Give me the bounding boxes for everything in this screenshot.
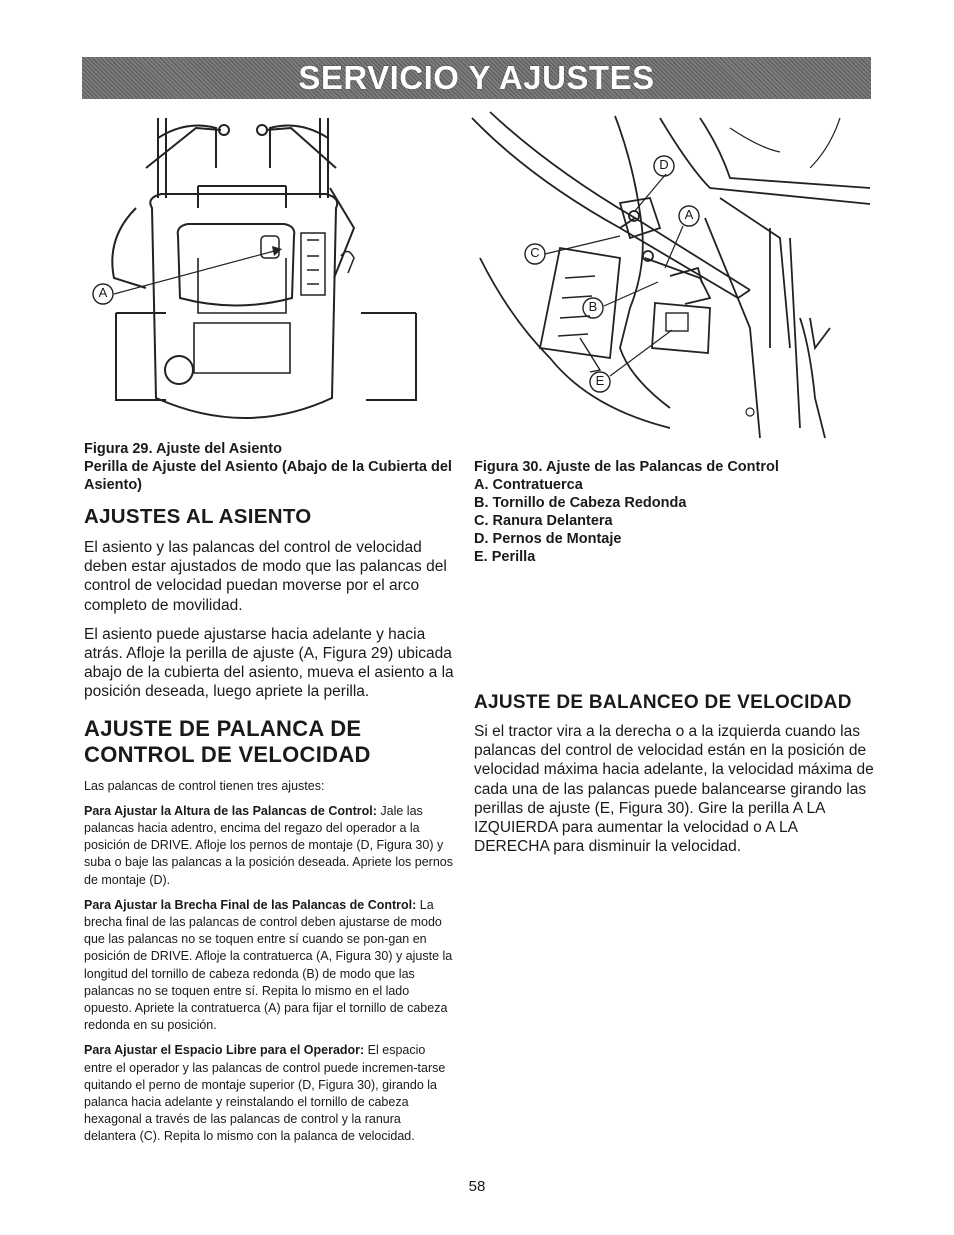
seat-section-heading: AJUSTES AL ASIENTO [84,505,312,528]
control-item-clearance [84,1042,454,1145]
control-section-intro: Las palancas de control tienen tres ajustes: [84,778,325,793]
fig29-callout-a: A [98,285,108,300]
balance-section-heading: AJUSTE DE BALANCEO DE VELOCIDAD [474,692,852,713]
seat-section-paragraph-1: El asiento y las palancas del control de velocidad deben estar ajustados de modo que las palancas del control de velocidad puedan moverse por el arco completo de movilidad. [84,539,447,614]
figure-29-caption-subtitle: Perilla de Ajuste del Asiento (Abajo de la Cubierta del Asiento) [84,459,452,493]
figure-29-seat-drawing [86,108,458,440]
control-item-height-label: Para Ajustar la Altura de las Palancas de Control: [84,803,377,818]
page-number: 58 [468,1178,486,1195]
figure-30-lever-drawing [470,108,870,440]
control-item-clearance-label: Para Ajustar el Espacio Libre para el Operador: [84,1043,365,1058]
legend-item: E. Perilla [474,549,536,565]
control-item-height [84,803,454,889]
balance-section [474,690,874,856]
control-item-height-text: Jale las palancas hacia adentro, encima del regazo del operador a la posición de DRIVE. Afloje los pernos de montaje (D, Figura 30) y suba o baje las palancas a la posición deseada. Apriete los pernos de montaje (D). [84,803,454,887]
control-item-clearance-text: El espacio entre el operador y las palancas de control puede incremen-tarse quitando el perno de montaje superior (D, Figura 30), girando la palanca hacia adelante y reinstalando el tornillo de cabeza hexagonal a través de las palancas de control y la ranura delantera (C). Repita lo mismo con la palanca de velocidad. [84,1043,446,1144]
fig30-callout-d: D [659,157,669,172]
seat-section-paragraph-2: El asiento puede ajustarse hacia adelante y hacia atrás. Afloje la perilla de ajuste (A, Figura 29) ubicada abajo de la cubierta del asiento, mueva el asiento a la posición deseada, luego apriete la perilla. [84,625,454,701]
fig30-callout-a: A [684,207,694,222]
control-section-heading: AJUSTE DE PALANCA DE CONTROL DE VELOCIDAD [84,715,371,767]
legend-item: D. Pernos de Montaje [474,531,622,547]
control-item-gap-label: Para Ajustar la Brecha Final de las Palancas de Control: [84,897,417,912]
control-item-gap-text: La brecha final de las palancas de control deben ajustarse de modo que las palancas no se toquen entre sí cuando se pon-gan en posición de DRIVE. Afloje la contratuerca (A, Figura 30) y ajuste la longitud del tornillo de cabeza redonda (B) de modo que las palancas no se toquen entre sí. Repita lo mismo en el lado opuesto. Apriete la contratuerca (A) para fijar el tornillo de cabeza redonda en su posición. [84,897,453,1033]
figure-30-legend [474,476,874,566]
banner-title: SERVICIO Y AJUSTES [298,59,655,96]
fig30-callout-e: E [595,373,605,388]
left-column [84,440,454,1146]
fig30-callout-c: C [530,245,540,260]
section-banner [82,57,871,99]
figure-29-caption-title: Figura 29. Ajuste del Asiento [84,441,282,457]
fig30-callout-b: B [588,299,598,314]
balance-section-paragraph: Si el tractor vira a la derecha o a la izquierda cuando las palancas del control de velocidad están en la posición de velocidad máxima hacia adelante, la velocidad máxima de cada una de las palancas puede balancearse girando las perillas de ajuste (E, Figura 30). Gire la perilla A LA IZQUIERDA para aumentar la velocidad o A LA DERECHA para disminuir la velocidad. [474,723,874,856]
right-column [474,458,874,566]
legend-item: A. Contratuerca [474,477,583,493]
legend-item: C. Ranura Delantera [474,513,613,529]
legend-item: B. Tornillo de Cabeza Redonda [474,495,687,511]
figure-30-caption-title: Figura 30. Ajuste de las Palancas de Control [474,459,779,475]
control-item-gap [84,897,454,1035]
